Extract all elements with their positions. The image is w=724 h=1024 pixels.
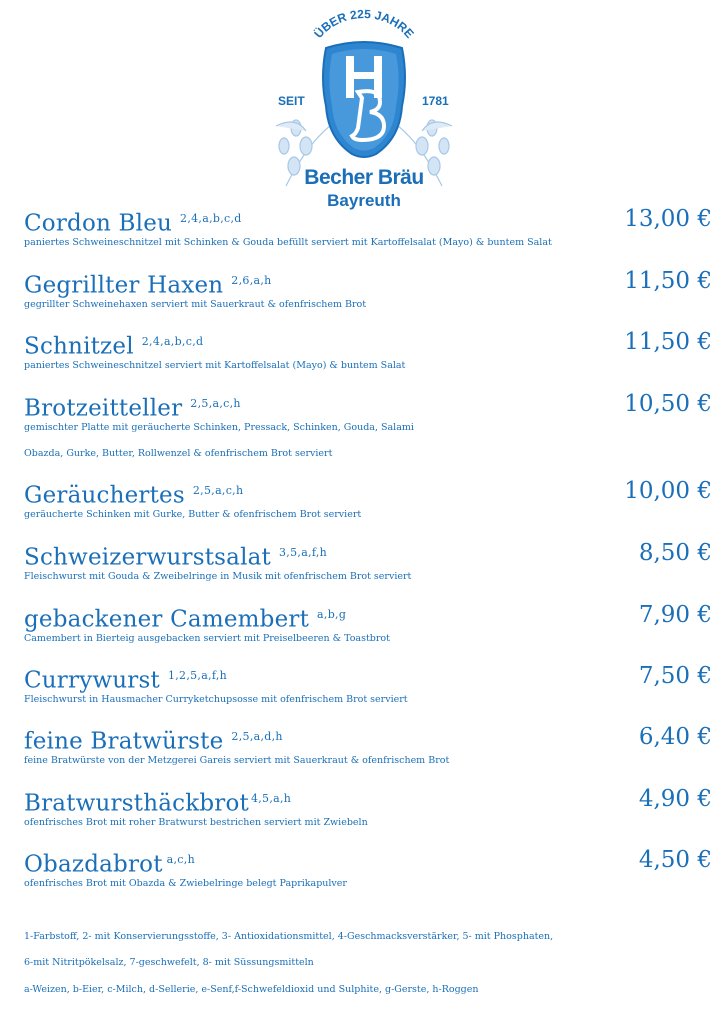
- item-price: 4,90 €: [638, 786, 712, 812]
- item-name: Brotzeitteller: [24, 395, 183, 422]
- item-description-line2: Obazda, Gurke, Butter, Rollwenzel & ofenfrischem Brot serviert: [24, 448, 333, 459]
- logo-seit: SEIT: [278, 94, 305, 108]
- item-allergens: 2,4,a,b,c,d: [141, 335, 204, 348]
- item-description: paniertes Schweineschnitzel mit Schinken & Gouda befüllt serviert mit Kartoffelsalat (Mayo) & buntem Salat: [24, 237, 552, 248]
- item-price: 13,00 €: [624, 206, 712, 232]
- item-name: gebackener Camembert: [24, 606, 310, 633]
- item-allergens: 2,6,a,h: [231, 274, 272, 287]
- item-description: paniertes Schweineschnitzel serviert mit Kartoffelsalat (Mayo) & buntem Salat: [24, 360, 406, 371]
- item-description: Fleischwurst in Hausmacher Curryketchupsosse mit ofenfrischem Brot serviert: [24, 694, 408, 705]
- item-price: 7,50 €: [638, 663, 712, 689]
- item-allergens: 2,5,a,c,h: [190, 397, 241, 410]
- item-allergens: 2,4,a,b,c,d: [180, 212, 242, 225]
- brand-name: Becher Bräu: [304, 166, 424, 189]
- item-description: Camembert in Bierteig ausgebacken serviert mit Preiselbeeren & Toastbrot: [24, 633, 390, 644]
- item-description: feine Bratwürste von der Metzgerei Gareis serviert mit Sauerkraut & ofenfrischem Brot: [24, 755, 450, 766]
- item-name: Bratwursthäckbrot: [24, 790, 249, 817]
- item-name: feine Bratwürste: [24, 728, 224, 755]
- brewery-logo: [266, 6, 462, 211]
- allergens-legend: a-Weizen, b-Eier, c-Milch, d-Sellerie, e-Senf,f-Schwefeldioxid und Sulphite, g-Gerste, h-Roggen: [24, 984, 479, 995]
- brand-city: Bayreuth: [327, 191, 401, 210]
- logo-year: 1781: [422, 94, 449, 108]
- item-allergens: a,b,g: [317, 608, 347, 621]
- additives-legend-line1: 1-Farbstoff, 2- mit Konservierungsstoffe, 3- Antioxidationsmittel, 4-Geschmacksverstärker, 5- mit Phosphaten,: [24, 931, 554, 942]
- item-allergens: 2,5,a,c,h: [192, 484, 244, 497]
- item-allergens: 4,5,a,h: [250, 792, 292, 805]
- item-description: ofenfrisches Brot mit roher Bratwurst bestrichen serviert mit Zwiebeln: [24, 817, 368, 828]
- item-name: Cordon Bleu: [24, 210, 173, 237]
- item-description: ofenfrisches Brot mit Obazda & Zwiebelringe belegt Paprikapulver: [24, 878, 347, 889]
- item-name: Gegrillter Haxen: [24, 272, 224, 299]
- item-description: gegrillter Schweinehaxen serviert mit Sauerkraut & ofenfrischem Brot: [24, 299, 367, 310]
- item-allergens: 2,5,a,d,h: [231, 730, 283, 743]
- item-allergens: 1,2,5,a,f,h: [167, 669, 228, 682]
- item-description: gemischter Platte mit geräucherte Schinken, Pressack, Schinken, Gouda, Salami: [24, 422, 414, 433]
- item-price: 4,50 €: [638, 847, 712, 873]
- item-price: 11,50 €: [624, 268, 712, 294]
- item-allergens: 3,5,a,f,h: [279, 546, 328, 559]
- item-price: 6,40 €: [638, 724, 712, 750]
- item-allergens: a,c,h: [166, 853, 195, 866]
- item-name: Currywurst: [24, 667, 160, 694]
- item-name: Schnitzel: [24, 333, 134, 360]
- item-description: Fleischwurst mit Gouda & Zweibelringe in Musik mit ofenfrischem Brot serviert: [24, 571, 412, 582]
- additives-legend-line2: 6-mit Nitritpökelsalz, 7-geschwefelt, 8- mit Süssungsmitteln: [24, 957, 314, 968]
- logo-arc-text: ÜBER 225 JAHRE: [311, 7, 417, 41]
- item-price: 7,90 €: [638, 602, 712, 628]
- item-name: Obazdabrot: [24, 851, 163, 878]
- item-price: 10,00 €: [624, 478, 712, 504]
- item-name: Geräuchertes: [24, 482, 185, 509]
- item-description: geräucherte Schinken mit Gurke, Butter & ofenfrischem Brot serviert: [24, 509, 362, 520]
- item-price: 10,50 €: [624, 391, 712, 417]
- item-price: 8,50 €: [638, 540, 712, 566]
- item-name: Schweizerwurstsalat: [24, 544, 271, 571]
- item-price: 11,50 €: [624, 329, 712, 355]
